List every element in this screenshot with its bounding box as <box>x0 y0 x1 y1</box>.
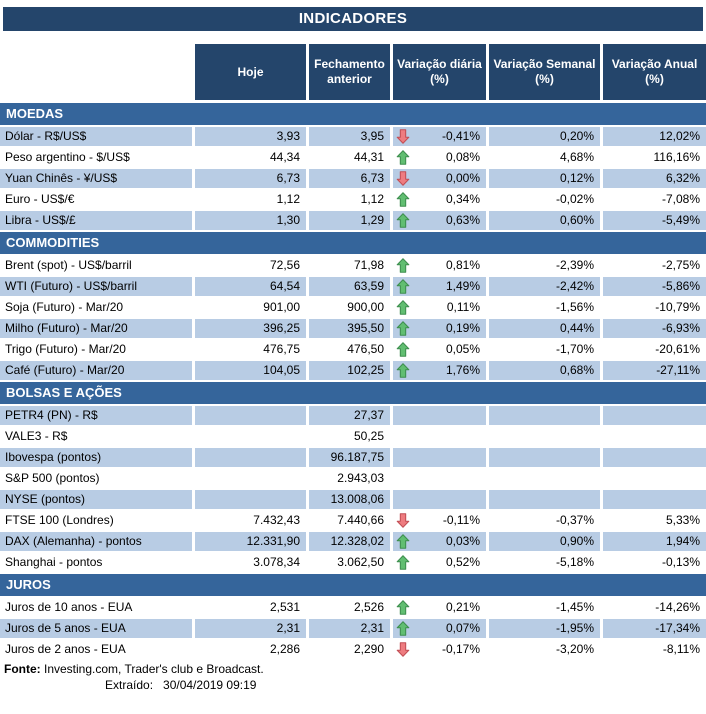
cell-label: Milho (Futuro) - Mar/20 <box>0 319 195 338</box>
column-header-variacao-diaria: Variação diária (%) <box>393 44 489 100</box>
table-row <box>0 427 706 446</box>
up-arrow-icon <box>396 213 410 228</box>
cell-label: Brent (spot) - US$/barril <box>0 256 195 275</box>
cell-variacao-semanal: 0,90% <box>489 532 603 551</box>
variacao-diaria-value: 0,19% <box>445 321 480 335</box>
cell-label: Libra - US$/£ <box>0 211 195 230</box>
table-row <box>0 340 706 359</box>
footer-source-label: Fonte: <box>4 662 41 676</box>
cell-variacao-semanal: 0,44% <box>489 319 603 338</box>
column-header-fechamento-anterior: Fechamento anterior <box>309 44 393 100</box>
cell-variacao-anual: -17,34% <box>603 619 706 638</box>
variacao-diaria-value: 0,05% <box>445 342 480 356</box>
cell-label: Trigo (Futuro) - Mar/20 <box>0 340 195 359</box>
cell-variacao-semanal: -1,70% <box>489 340 603 359</box>
up-arrow-icon <box>396 621 410 636</box>
table-row <box>0 298 706 317</box>
section-header <box>0 103 706 125</box>
cell-hoje: 3,93 <box>195 127 309 146</box>
section-header <box>0 232 706 254</box>
cell-fechamento-anterior: 50,25 <box>309 427 393 446</box>
cell-variacao-anual: -6,93% <box>603 319 706 338</box>
cell-label: WTI (Futuro) - US$/barril <box>0 277 195 296</box>
section-header <box>0 382 706 404</box>
cell-variacao-diaria <box>393 256 489 275</box>
variacao-diaria-value: -0,17% <box>441 642 480 656</box>
up-arrow-icon <box>396 279 410 294</box>
down-arrow-icon <box>396 171 410 186</box>
cell-variacao-semanal <box>489 490 603 509</box>
up-arrow-icon <box>396 192 410 207</box>
cell-variacao-diaria <box>393 361 489 380</box>
cell-label: S&P 500 (pontos) <box>0 469 195 488</box>
cell-fechamento-anterior: 12.328,02 <box>309 532 393 551</box>
cell-variacao-anual: 12,02% <box>603 127 706 146</box>
page-title: INDICADORES <box>298 10 408 27</box>
cell-fechamento-anterior: 476,50 <box>309 340 393 359</box>
cell-fechamento-anterior: 2,526 <box>309 598 393 617</box>
cell-variacao-anual: -10,79% <box>655 300 700 314</box>
cell-label: Juros de 2 anos - EUA <box>0 640 195 659</box>
cell-label: Euro - US$/€ <box>0 190 195 209</box>
footer-extracted-value: 30/04/2019 09:19 <box>163 678 257 692</box>
table-row <box>0 148 706 167</box>
cell-variacao-anual: -8,11% <box>662 642 700 656</box>
cell-variacao-diaria <box>393 340 489 359</box>
down-arrow-icon <box>396 513 410 528</box>
cell-variacao-semanal: 0,60% <box>489 211 603 230</box>
cell-fechamento-anterior: 63,59 <box>309 277 393 296</box>
cell-fechamento-anterior: 13.008,06 <box>309 490 393 509</box>
cell-variacao-semanal: 4,68% <box>489 148 603 167</box>
cell-label: Juros de 10 anos - EUA <box>0 598 195 617</box>
cell-variacao-anual <box>603 406 706 425</box>
cell-variacao-anual <box>603 469 706 488</box>
indicators-table <box>0 103 706 659</box>
table-row <box>0 211 706 230</box>
table-row <box>0 169 706 188</box>
variacao-diaria-value: 0,52% <box>445 555 480 569</box>
column-header-variacao-semanal: Variação Semanal (%) <box>489 44 603 100</box>
cell-variacao-diaria <box>393 553 489 572</box>
cell-label: Shanghai - pontos <box>0 553 195 572</box>
cell-variacao-semanal: -0,37% <box>489 511 603 530</box>
cell-fechamento-anterior: 3.062,50 <box>309 553 393 572</box>
footer-source-text: Investing.com, Trader's club e Broadcast. <box>40 662 264 676</box>
down-arrow-icon <box>396 129 410 144</box>
table-row <box>0 319 706 338</box>
up-arrow-icon <box>396 321 410 336</box>
cell-fechamento-anterior: 102,25 <box>309 361 393 380</box>
variacao-diaria-value: 0,81% <box>445 258 480 272</box>
footer-extracted-label: Extraído: <box>105 678 154 692</box>
cell-label: Soja (Futuro) - Mar/20 <box>0 298 195 317</box>
cell-variacao-anual: 5,33% <box>665 513 700 527</box>
cell-variacao-semanal: -1,95% <box>489 619 603 638</box>
cell-variacao-anual: -5,49% <box>603 211 706 230</box>
cell-variacao-diaria <box>393 277 489 296</box>
cell-variacao-diaria <box>393 169 489 188</box>
cell-label: FTSE 100 (Londres) <box>0 511 195 530</box>
cell-label: Dólar - R$/US$ <box>0 127 195 146</box>
cell-fechamento-anterior: 71,98 <box>309 256 393 275</box>
table-row <box>0 490 706 509</box>
cell-hoje: 12.331,90 <box>195 532 309 551</box>
cell-hoje: 104,05 <box>195 361 309 380</box>
cell-variacao-semanal <box>489 406 603 425</box>
cell-hoje: 64,54 <box>195 277 309 296</box>
cell-variacao-semanal: -3,20% <box>489 640 603 659</box>
cell-label: Juros de 5 anos - EUA <box>0 619 195 638</box>
cell-variacao-anual: -0,13% <box>661 555 700 569</box>
variacao-diaria-value: 0,21% <box>445 600 480 614</box>
cell-label: Ibovespa (pontos) <box>0 448 195 467</box>
cell-fechamento-anterior: 7.440,66 <box>309 511 393 530</box>
cell-variacao-semanal: -0,02% <box>489 190 603 209</box>
cell-hoje: 2,286 <box>195 640 309 659</box>
variacao-diaria-value: 0,00% <box>445 171 480 185</box>
cell-variacao-diaria <box>393 127 489 146</box>
cell-variacao-semanal: -2,42% <box>489 277 603 296</box>
cell-hoje <box>195 490 309 509</box>
section-header-label: COMMODITIES <box>6 235 100 250</box>
cell-variacao-diaria <box>393 490 489 509</box>
cell-variacao-anual: -2,75% <box>661 258 700 272</box>
cell-label: Café (Futuro) - Mar/20 <box>0 361 195 380</box>
cell-hoje: 901,00 <box>195 298 309 317</box>
cell-variacao-anual <box>603 490 706 509</box>
cell-fechamento-anterior: 2,31 <box>309 619 393 638</box>
up-arrow-icon <box>396 150 410 165</box>
up-arrow-icon <box>396 600 410 615</box>
cell-variacao-anual: -20,61% <box>655 342 700 356</box>
up-arrow-icon <box>396 555 410 570</box>
cell-fechamento-anterior: 27,37 <box>309 406 393 425</box>
cell-hoje <box>195 406 309 425</box>
up-arrow-icon <box>396 534 410 549</box>
cell-label: PETR4 (PN) - R$ <box>0 406 195 425</box>
cell-hoje: 396,25 <box>195 319 309 338</box>
variacao-diaria-value: 1,49% <box>445 279 480 293</box>
cell-variacao-anual: 116,16% <box>653 150 700 164</box>
cell-variacao-diaria <box>393 406 489 425</box>
cell-variacao-diaria <box>393 319 489 338</box>
table-row <box>0 532 706 551</box>
cell-fechamento-anterior: 900,00 <box>309 298 393 317</box>
table-row <box>0 598 706 617</box>
table-row <box>0 469 706 488</box>
table-row <box>0 511 706 530</box>
cell-variacao-diaria <box>393 190 489 209</box>
variacao-diaria-value: 1,76% <box>445 363 480 377</box>
cell-variacao-semanal: 0,68% <box>489 361 603 380</box>
cell-variacao-diaria <box>393 598 489 617</box>
cell-fechamento-anterior: 2,290 <box>309 640 393 659</box>
variacao-diaria-value: 0,08% <box>445 150 480 164</box>
section-header-label: MOEDAS <box>6 106 64 121</box>
variacao-diaria-value: 0,07% <box>445 621 480 635</box>
table-row <box>0 553 706 572</box>
cell-variacao-diaria <box>393 148 489 167</box>
section-header-label: BOLSAS E AÇÕES <box>6 385 122 400</box>
cell-variacao-anual: -14,26% <box>655 600 700 614</box>
table-row <box>0 448 706 467</box>
variacao-diaria-value: 0,03% <box>445 534 480 548</box>
cell-variacao-semanal <box>489 448 603 467</box>
variacao-diaria-value: -0,41% <box>441 129 480 143</box>
cell-variacao-anual: -27,11% <box>603 361 706 380</box>
cell-variacao-diaria <box>393 619 489 638</box>
cell-variacao-diaria <box>393 640 489 659</box>
cell-variacao-anual <box>603 448 706 467</box>
column-header-variacao-anual: Variação Anual (%) <box>603 44 706 100</box>
down-arrow-icon <box>396 642 410 657</box>
column-header-row <box>0 44 706 100</box>
cell-variacao-diaria <box>393 448 489 467</box>
variacao-diaria-value: 0,34% <box>445 192 480 206</box>
variacao-diaria-value: -0,11% <box>442 513 480 527</box>
table-row <box>0 256 706 275</box>
title-bar <box>3 7 703 31</box>
cell-hoje: 3.078,34 <box>195 553 309 572</box>
section-header-label: JUROS <box>6 577 51 592</box>
footer-extracted <box>105 677 706 693</box>
cell-variacao-diaria <box>393 469 489 488</box>
cell-variacao-semanal: 0,20% <box>489 127 603 146</box>
cell-variacao-semanal: -1,45% <box>489 598 603 617</box>
cell-fechamento-anterior: 96.187,75 <box>309 448 393 467</box>
cell-fechamento-anterior: 3,95 <box>309 127 393 146</box>
table-row <box>0 190 706 209</box>
cell-label: VALE3 - R$ <box>0 427 195 446</box>
up-arrow-icon <box>396 363 410 378</box>
cell-label: Peso argentino - $/US$ <box>0 148 195 167</box>
cell-hoje <box>195 448 309 467</box>
table-row <box>0 361 706 380</box>
column-header-hoje: Hoje <box>195 44 309 100</box>
cell-hoje <box>195 427 309 446</box>
cell-variacao-diaria <box>393 427 489 446</box>
footer-source <box>4 661 706 677</box>
table-row <box>0 277 706 296</box>
section-header <box>0 574 706 596</box>
variacao-diaria-value: 0,11% <box>446 300 480 314</box>
cell-variacao-anual: -5,86% <box>603 277 706 296</box>
cell-hoje: 1,30 <box>195 211 309 230</box>
cell-label: NYSE (pontos) <box>0 490 195 509</box>
up-arrow-icon <box>396 258 410 273</box>
cell-variacao-semanal <box>489 469 603 488</box>
up-arrow-icon <box>396 300 410 315</box>
header-spacer <box>0 44 195 100</box>
cell-hoje <box>195 469 309 488</box>
cell-variacao-diaria <box>393 511 489 530</box>
table-row <box>0 406 706 425</box>
cell-hoje: 2,31 <box>195 619 309 638</box>
cell-variacao-diaria <box>393 211 489 230</box>
cell-label: Yuan Chinês - ¥/US$ <box>0 169 195 188</box>
cell-variacao-anual: 6,32% <box>603 169 706 188</box>
cell-hoje: 1,12 <box>195 190 309 209</box>
cell-fechamento-anterior: 2.943,03 <box>309 469 393 488</box>
cell-variacao-semanal <box>489 427 603 446</box>
variacao-diaria-value: 0,63% <box>445 213 480 227</box>
cell-variacao-semanal: -5,18% <box>489 553 603 572</box>
table-row <box>0 127 706 146</box>
cell-label: DAX (Alemanha) - pontos <box>0 532 195 551</box>
cell-variacao-anual: -7,08% <box>661 192 700 206</box>
cell-hoje: 72,56 <box>195 256 309 275</box>
cell-variacao-diaria <box>393 298 489 317</box>
cell-hoje: 2,531 <box>195 598 309 617</box>
cell-fechamento-anterior: 1,12 <box>309 190 393 209</box>
cell-fechamento-anterior: 1,29 <box>309 211 393 230</box>
cell-hoje: 476,75 <box>195 340 309 359</box>
table-row <box>0 640 706 659</box>
cell-hoje: 6,73 <box>195 169 309 188</box>
up-arrow-icon <box>396 342 410 357</box>
cell-fechamento-anterior: 395,50 <box>309 319 393 338</box>
cell-variacao-diaria <box>393 532 489 551</box>
cell-fechamento-anterior: 44,31 <box>309 148 393 167</box>
cell-hoje: 44,34 <box>195 148 309 167</box>
cell-fechamento-anterior: 6,73 <box>309 169 393 188</box>
table-row <box>0 619 706 638</box>
cell-variacao-anual: 1,94% <box>603 532 706 551</box>
cell-variacao-semanal: -1,56% <box>489 298 603 317</box>
cell-variacao-anual <box>603 427 706 446</box>
cell-hoje: 7.432,43 <box>195 511 309 530</box>
cell-variacao-semanal: -2,39% <box>489 256 603 275</box>
cell-variacao-semanal: 0,12% <box>489 169 603 188</box>
